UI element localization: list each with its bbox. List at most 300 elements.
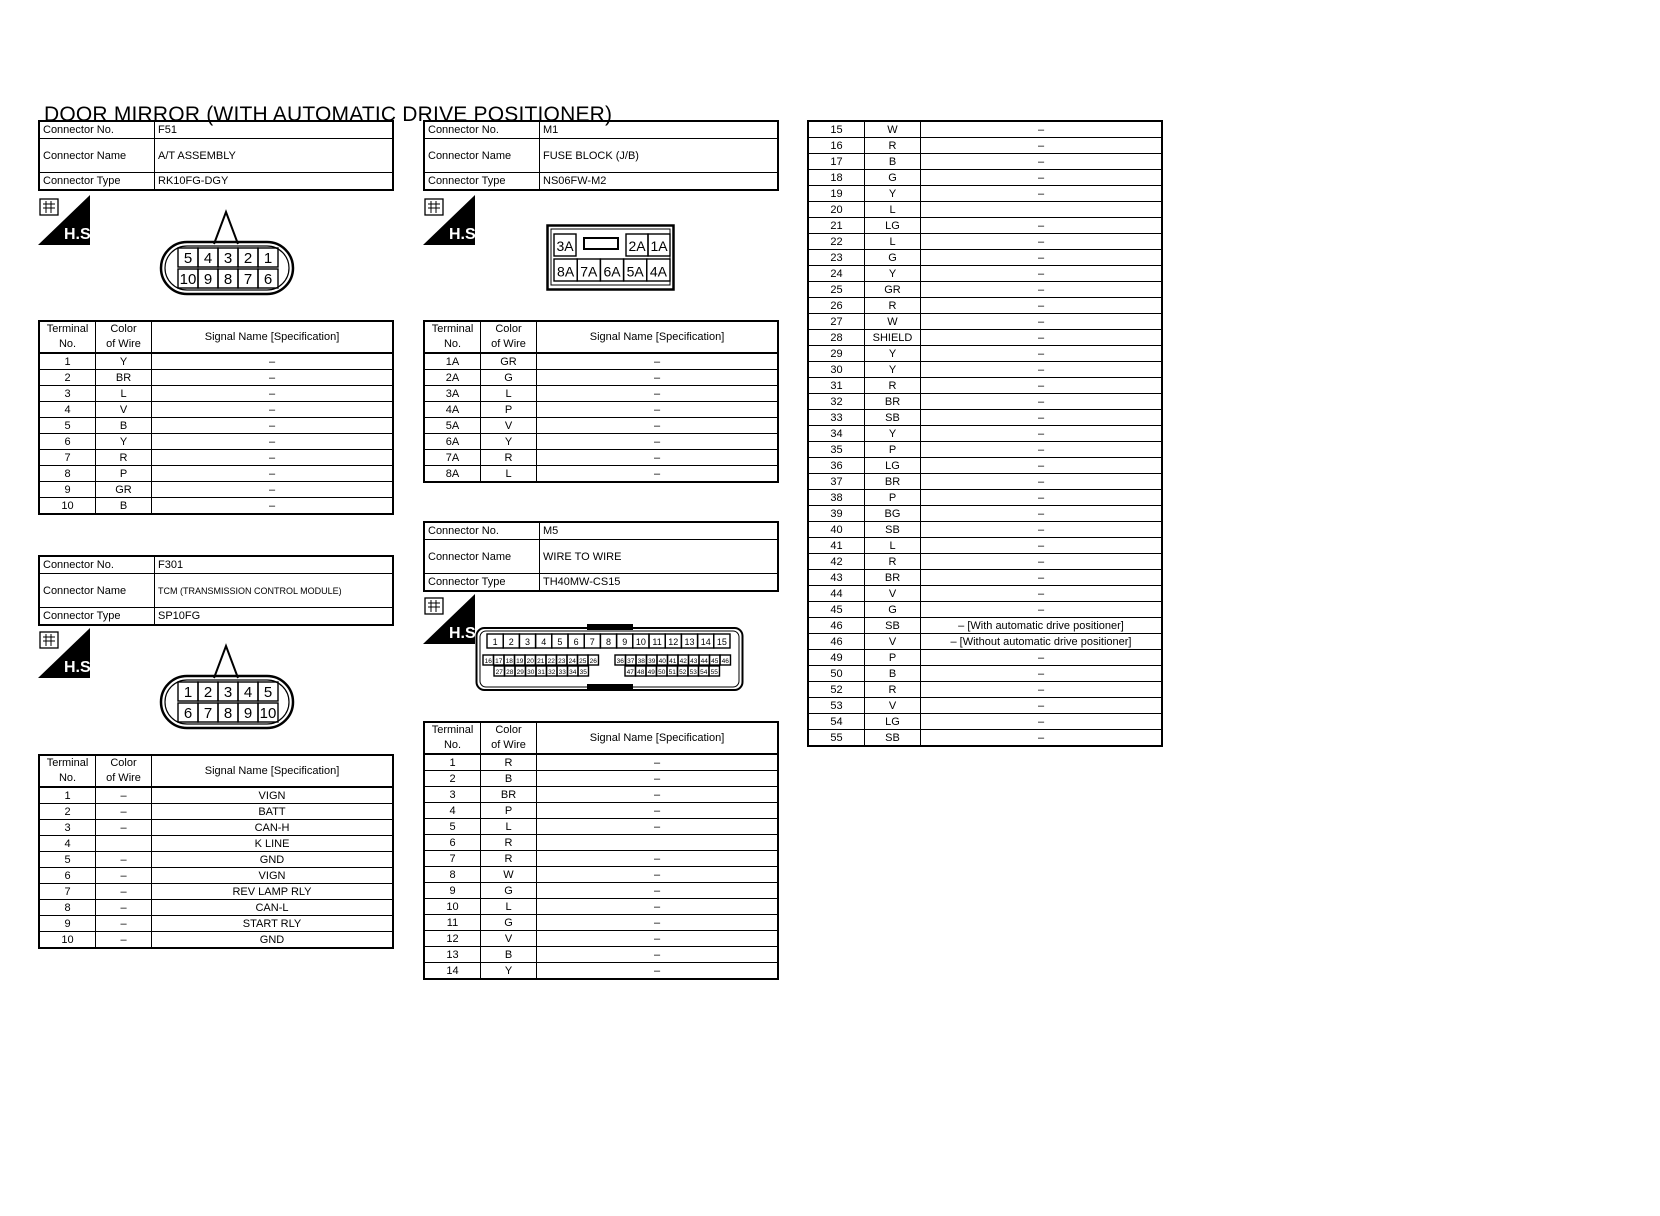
signal-name: – — [921, 586, 1163, 602]
pin-label: 16 — [484, 658, 492, 665]
signal-name: – — [152, 402, 394, 418]
wire-color: R — [865, 378, 921, 394]
header-color: Color of Wire — [96, 321, 152, 353]
pin-label: 51 — [668, 669, 676, 676]
pin-label: 10 — [635, 637, 646, 648]
header-signal: Signal Name [Specification] — [152, 755, 394, 787]
pin-label: 6 — [573, 637, 579, 648]
terminal-no: 46 — [808, 634, 865, 650]
table-row — [424, 450, 778, 466]
table-row — [808, 714, 1162, 730]
wire-color: G — [481, 915, 537, 931]
header-color: Color of Wire — [96, 755, 152, 787]
table-row — [808, 458, 1162, 474]
table-row — [424, 883, 778, 899]
wire-color: B — [865, 154, 921, 170]
table-row — [424, 947, 778, 963]
pin-label: 28 — [506, 669, 514, 676]
connector-info-m1 — [423, 120, 779, 191]
wire-color: R — [481, 450, 537, 466]
wire-color: R — [481, 851, 537, 867]
terminal-table-m5-continued — [807, 120, 1163, 747]
terminal-no: 25 — [808, 282, 865, 298]
terminal-no: 39 — [808, 506, 865, 522]
pin-label: 6A — [603, 263, 621, 280]
terminal-no: 22 — [808, 234, 865, 250]
signal-name: – — [921, 330, 1163, 346]
table-row — [39, 916, 393, 932]
pin-label: 4 — [203, 250, 213, 268]
table-row — [39, 418, 393, 434]
table-row — [808, 282, 1162, 298]
signal-name: – — [537, 754, 779, 771]
pin-label: 37 — [627, 658, 635, 665]
signal-name: – — [921, 506, 1163, 522]
wire-color: B — [96, 498, 152, 515]
terminal-no: 10 — [424, 899, 481, 915]
wire-color: P — [96, 466, 152, 482]
signal-name: CAN-H — [152, 820, 394, 836]
table-row — [424, 386, 778, 402]
terminal-no: 5 — [39, 418, 96, 434]
table-row — [39, 884, 393, 900]
table-row — [424, 963, 778, 980]
label-connector-name: Connector Name — [39, 574, 155, 608]
pin-label: 9 — [203, 271, 213, 289]
signal-name: – — [152, 450, 394, 466]
terminal-no: 8 — [39, 900, 96, 916]
pin-label: 1 — [183, 684, 193, 702]
table-row — [424, 771, 778, 787]
wire-color: G — [865, 170, 921, 186]
terminal-no: 1 — [39, 353, 96, 370]
terminal-no: 1 — [424, 754, 481, 771]
pin-label: 3 — [524, 637, 531, 648]
table-row — [424, 754, 778, 771]
table-row — [39, 402, 393, 418]
wire-color: Y — [96, 353, 152, 370]
terminal-no: 1A — [424, 353, 481, 370]
pin-label: 10 — [179, 271, 197, 289]
wire-color: BR — [865, 394, 921, 410]
wire-color: P — [481, 803, 537, 819]
signal-name: VIGN — [152, 787, 394, 804]
terminal-no: 9 — [39, 482, 96, 498]
terminal-no: 4A — [424, 402, 481, 418]
pin-label: 31 — [537, 669, 545, 676]
table-row — [808, 378, 1162, 394]
wire-color: G — [481, 883, 537, 899]
signal-name: – — [537, 915, 779, 931]
signal-name: REV LAMP RLY — [152, 884, 394, 900]
table-row — [39, 466, 393, 482]
table-row — [424, 418, 778, 434]
table-row — [808, 234, 1162, 250]
wire-color: G — [481, 370, 537, 386]
signal-name: – — [537, 899, 779, 915]
signal-name: – — [537, 883, 779, 899]
wire-color: – — [96, 820, 152, 836]
terminal-no: 35 — [808, 442, 865, 458]
signal-name: K LINE — [152, 836, 394, 852]
connector-diagram-f51 — [158, 208, 298, 303]
terminal-no: 54 — [808, 714, 865, 730]
table-row — [808, 522, 1162, 538]
signal-name: – — [921, 346, 1163, 362]
pin-label: 35 — [579, 669, 587, 676]
table-row — [424, 787, 778, 803]
wire-color: R — [481, 835, 537, 851]
pin-label: 41 — [669, 658, 677, 665]
table-row — [424, 353, 778, 370]
table-row — [39, 450, 393, 466]
signal-name: – — [921, 602, 1163, 618]
terminal-no: 50 — [808, 666, 865, 682]
terminal-no: 5A — [424, 418, 481, 434]
terminal-no: 45 — [808, 602, 865, 618]
wire-color: V — [481, 418, 537, 434]
wire-color: L — [865, 202, 921, 218]
wire-color: V — [865, 586, 921, 602]
table-row — [808, 490, 1162, 506]
signal-name: – — [152, 434, 394, 450]
wire-color: R — [481, 754, 537, 771]
label-connector-no: Connector No. — [39, 556, 155, 574]
table-row — [808, 698, 1162, 714]
label-connector-type: Connector Type — [39, 608, 155, 626]
connector-name-value: FUSE BLOCK (J/B) — [540, 139, 779, 173]
pin-label: 13 — [684, 637, 695, 648]
wire-color: – — [96, 852, 152, 868]
wire-color: P — [865, 650, 921, 666]
pin-label: 45 — [711, 658, 719, 665]
pin-label: 39 — [648, 658, 656, 665]
wire-color: Y — [865, 186, 921, 202]
wire-color: L — [481, 466, 537, 483]
terminal-no: 10 — [39, 932, 96, 949]
wire-color: G — [865, 602, 921, 618]
svg-text:H.S.: H.S. — [449, 226, 481, 243]
table-row — [424, 370, 778, 386]
pin-label: 43 — [690, 658, 698, 665]
signal-name: – — [537, 851, 779, 867]
terminal-no: 5 — [39, 852, 96, 868]
signal-name: – — [921, 234, 1163, 250]
table-row — [808, 602, 1162, 618]
pin-label: 12 — [668, 637, 679, 648]
terminal-no: 28 — [808, 330, 865, 346]
pin-label: 1 — [492, 637, 498, 648]
pin-label: 53 — [689, 669, 697, 676]
terminal-no: 53 — [808, 698, 865, 714]
signal-name: – — [537, 353, 779, 370]
label-connector-no: Connector No. — [424, 121, 540, 139]
terminal-no: 12 — [424, 931, 481, 947]
terminal-no: 4 — [39, 402, 96, 418]
wire-color: SB — [865, 522, 921, 538]
label-connector-name: Connector Name — [39, 139, 155, 173]
svg-text:H.S.: H.S. — [64, 659, 96, 676]
signal-name: – — [921, 154, 1163, 170]
pin-label: 8A — [557, 263, 575, 280]
signal-name: – — [921, 394, 1163, 410]
table-row — [39, 787, 393, 804]
signal-name: – — [921, 426, 1163, 442]
pin-label: 47 — [626, 669, 634, 676]
terminal-no: 42 — [808, 554, 865, 570]
pin-label: 36 — [616, 658, 624, 665]
table-row — [39, 482, 393, 498]
terminal-no: 3 — [424, 787, 481, 803]
wire-color: – — [96, 932, 152, 949]
signal-name: – — [921, 218, 1163, 234]
table-row — [424, 819, 778, 835]
terminal-no: 15 — [808, 121, 865, 138]
table-row — [808, 330, 1162, 346]
pin-label: 49 — [647, 669, 655, 676]
signal-name: – — [921, 650, 1163, 666]
terminal-no: 6A — [424, 434, 481, 450]
wire-color: B — [96, 418, 152, 434]
pin-label: 24 — [568, 658, 576, 665]
table-row — [424, 402, 778, 418]
terminal-no: 46 — [808, 618, 865, 634]
table-row — [808, 218, 1162, 234]
pin-label: 29 — [516, 669, 524, 676]
pin-label: 17 — [495, 658, 503, 665]
wire-color: SHIELD — [865, 330, 921, 346]
table-row — [39, 370, 393, 386]
signal-name: – — [537, 466, 779, 483]
signal-name: – — [537, 867, 779, 883]
terminal-no: 19 — [808, 186, 865, 202]
pin-label: 48 — [637, 669, 645, 676]
wire-color: L — [481, 386, 537, 402]
table-row — [39, 353, 393, 370]
pin-label: 23 — [558, 658, 566, 665]
terminal-no: 8A — [424, 466, 481, 483]
wire-color: P — [865, 442, 921, 458]
signal-name: – — [537, 370, 779, 386]
signal-name: – — [537, 963, 779, 980]
table-row — [808, 346, 1162, 362]
signal-name: – — [537, 418, 779, 434]
wire-color: B — [481, 947, 537, 963]
wire-color: W — [865, 314, 921, 330]
signal-name: VIGN — [152, 868, 394, 884]
connector-info-f301 — [38, 555, 394, 626]
terminal-no: 43 — [808, 570, 865, 586]
table-row — [808, 138, 1162, 154]
pin-label: 22 — [547, 658, 555, 665]
pin-label: 55 — [710, 669, 718, 676]
connector-no-value: F51 — [155, 121, 394, 139]
wire-color: B — [481, 771, 537, 787]
terminal-no: 8 — [39, 466, 96, 482]
table-row — [808, 314, 1162, 330]
terminal-no: 52 — [808, 682, 865, 698]
pin-label: 18 — [505, 658, 513, 665]
table-row — [808, 121, 1162, 138]
table-row — [39, 434, 393, 450]
pin-label: 32 — [548, 669, 556, 676]
terminal-no: 5 — [424, 819, 481, 835]
header-terminal: Terminal No. — [39, 321, 96, 353]
signal-name: – — [921, 714, 1163, 730]
pin-label: 2 — [508, 637, 514, 648]
pin-label: 26 — [589, 658, 597, 665]
table-row — [808, 202, 1162, 218]
table-row — [424, 931, 778, 947]
wire-color: W — [481, 867, 537, 883]
pin-label: 9 — [243, 705, 253, 723]
table-row — [808, 618, 1162, 634]
signal-name: – — [921, 522, 1163, 538]
signal-name: – — [921, 138, 1163, 154]
wire-color: – — [96, 787, 152, 804]
signal-name: CAN-L — [152, 900, 394, 916]
label-connector-type: Connector Type — [424, 173, 540, 191]
terminal-no: 8 — [424, 867, 481, 883]
connector-no-value: M5 — [540, 522, 779, 540]
connector-name-value: WIRE TO WIRE — [540, 540, 779, 574]
wire-color: Y — [865, 266, 921, 282]
wire-color: – — [96, 868, 152, 884]
table-row — [808, 250, 1162, 266]
connector-diagram-f301 — [158, 642, 298, 737]
signal-name: – — [152, 353, 394, 370]
connector-type-value: TH40MW-CS15 — [540, 574, 779, 592]
header-signal: Signal Name [Specification] — [537, 722, 779, 754]
table-row — [808, 586, 1162, 602]
pin-label: 21 — [537, 658, 545, 665]
table-row — [808, 634, 1162, 650]
terminal-no: 20 — [808, 202, 865, 218]
signal-name: – — [921, 442, 1163, 458]
signal-name: – — [921, 378, 1163, 394]
table-row — [808, 682, 1162, 698]
pin-label: 5A — [626, 263, 644, 280]
terminal-no: 14 — [424, 963, 481, 980]
svg-text:H.S.: H.S. — [449, 625, 481, 642]
signal-name: – — [921, 298, 1163, 314]
pin-label: 2A — [628, 238, 646, 254]
connector-info-f51 — [38, 120, 394, 191]
header-terminal: Terminal No. — [424, 722, 481, 754]
table-row — [39, 498, 393, 515]
terminal-no: 34 — [808, 426, 865, 442]
terminal-no: 17 — [808, 154, 865, 170]
terminal-no: 44 — [808, 586, 865, 602]
pin-label: 4A — [649, 263, 667, 280]
connector-type-value: RK10FG-DGY — [155, 173, 394, 191]
terminal-no: 37 — [808, 474, 865, 490]
pin-label: 7A — [580, 263, 598, 280]
terminal-no: 6 — [39, 868, 96, 884]
pin-label: 11 — [652, 637, 662, 648]
wire-color: Y — [96, 434, 152, 450]
pin-label: 3A — [556, 238, 574, 254]
table-row — [39, 900, 393, 916]
wire-color: R — [865, 298, 921, 314]
wire-color: L — [481, 819, 537, 835]
wire-color: Y — [481, 434, 537, 450]
wire-color: G — [865, 250, 921, 266]
terminal-no: 16 — [808, 138, 865, 154]
pin-label: 4 — [243, 684, 253, 702]
signal-name: – — [537, 947, 779, 963]
signal-name: – — [537, 787, 779, 803]
pin-label: 9 — [622, 637, 628, 648]
wire-color: BR — [865, 570, 921, 586]
signal-name: – — [921, 474, 1163, 490]
table-row — [39, 804, 393, 820]
signal-name: – — [152, 466, 394, 482]
terminal-no: 3 — [39, 386, 96, 402]
signal-name: – — [921, 570, 1163, 586]
pin-label: 25 — [579, 658, 587, 665]
pin-label: 1 — [263, 250, 273, 268]
table-row — [808, 442, 1162, 458]
hs-icon — [423, 594, 481, 644]
terminal-no: 13 — [424, 947, 481, 963]
terminal-no: 4 — [424, 803, 481, 819]
pin-label: 7 — [243, 271, 253, 289]
terminal-no: 2 — [39, 370, 96, 386]
wire-color: GR — [481, 353, 537, 370]
terminal-no: 6 — [39, 434, 96, 450]
signal-name: – — [921, 458, 1163, 474]
svg-text:H.S.: H.S. — [64, 226, 96, 243]
header-terminal: Terminal No. — [424, 321, 481, 353]
wire-color: R — [96, 450, 152, 466]
pin-label: 8 — [223, 271, 233, 289]
signal-name: – — [921, 410, 1163, 426]
terminal-no: 49 — [808, 650, 865, 666]
signal-name — [921, 202, 1163, 218]
label-connector-type: Connector Type — [424, 574, 540, 592]
signal-name: BATT — [152, 804, 394, 820]
signal-name: – — [537, 450, 779, 466]
pin-label: 7 — [203, 705, 213, 723]
table-row — [424, 915, 778, 931]
terminal-no: 7 — [424, 851, 481, 867]
terminal-no: 9 — [39, 916, 96, 932]
wire-color: R — [865, 554, 921, 570]
wire-color: LG — [865, 458, 921, 474]
pin-label: 8 — [223, 705, 233, 723]
table-row — [808, 730, 1162, 747]
signal-name: – — [537, 931, 779, 947]
signal-name: – — [152, 482, 394, 498]
pin-label: 3 — [223, 684, 233, 702]
label-connector-no: Connector No. — [39, 121, 155, 139]
terminal-no: 1 — [39, 787, 96, 804]
table-row — [808, 298, 1162, 314]
label-connector-name: Connector Name — [424, 139, 540, 173]
terminal-no: 41 — [808, 538, 865, 554]
terminal-no: 3A — [424, 386, 481, 402]
signal-name: GND — [152, 932, 394, 949]
terminal-no: 38 — [808, 490, 865, 506]
signal-name: – — [152, 418, 394, 434]
wire-color: – — [96, 900, 152, 916]
signal-name: – — [921, 682, 1163, 698]
terminal-no: 9 — [424, 883, 481, 899]
pin-label: 4 — [541, 637, 547, 648]
table-row — [39, 932, 393, 949]
header-signal: Signal Name [Specification] — [152, 321, 394, 353]
